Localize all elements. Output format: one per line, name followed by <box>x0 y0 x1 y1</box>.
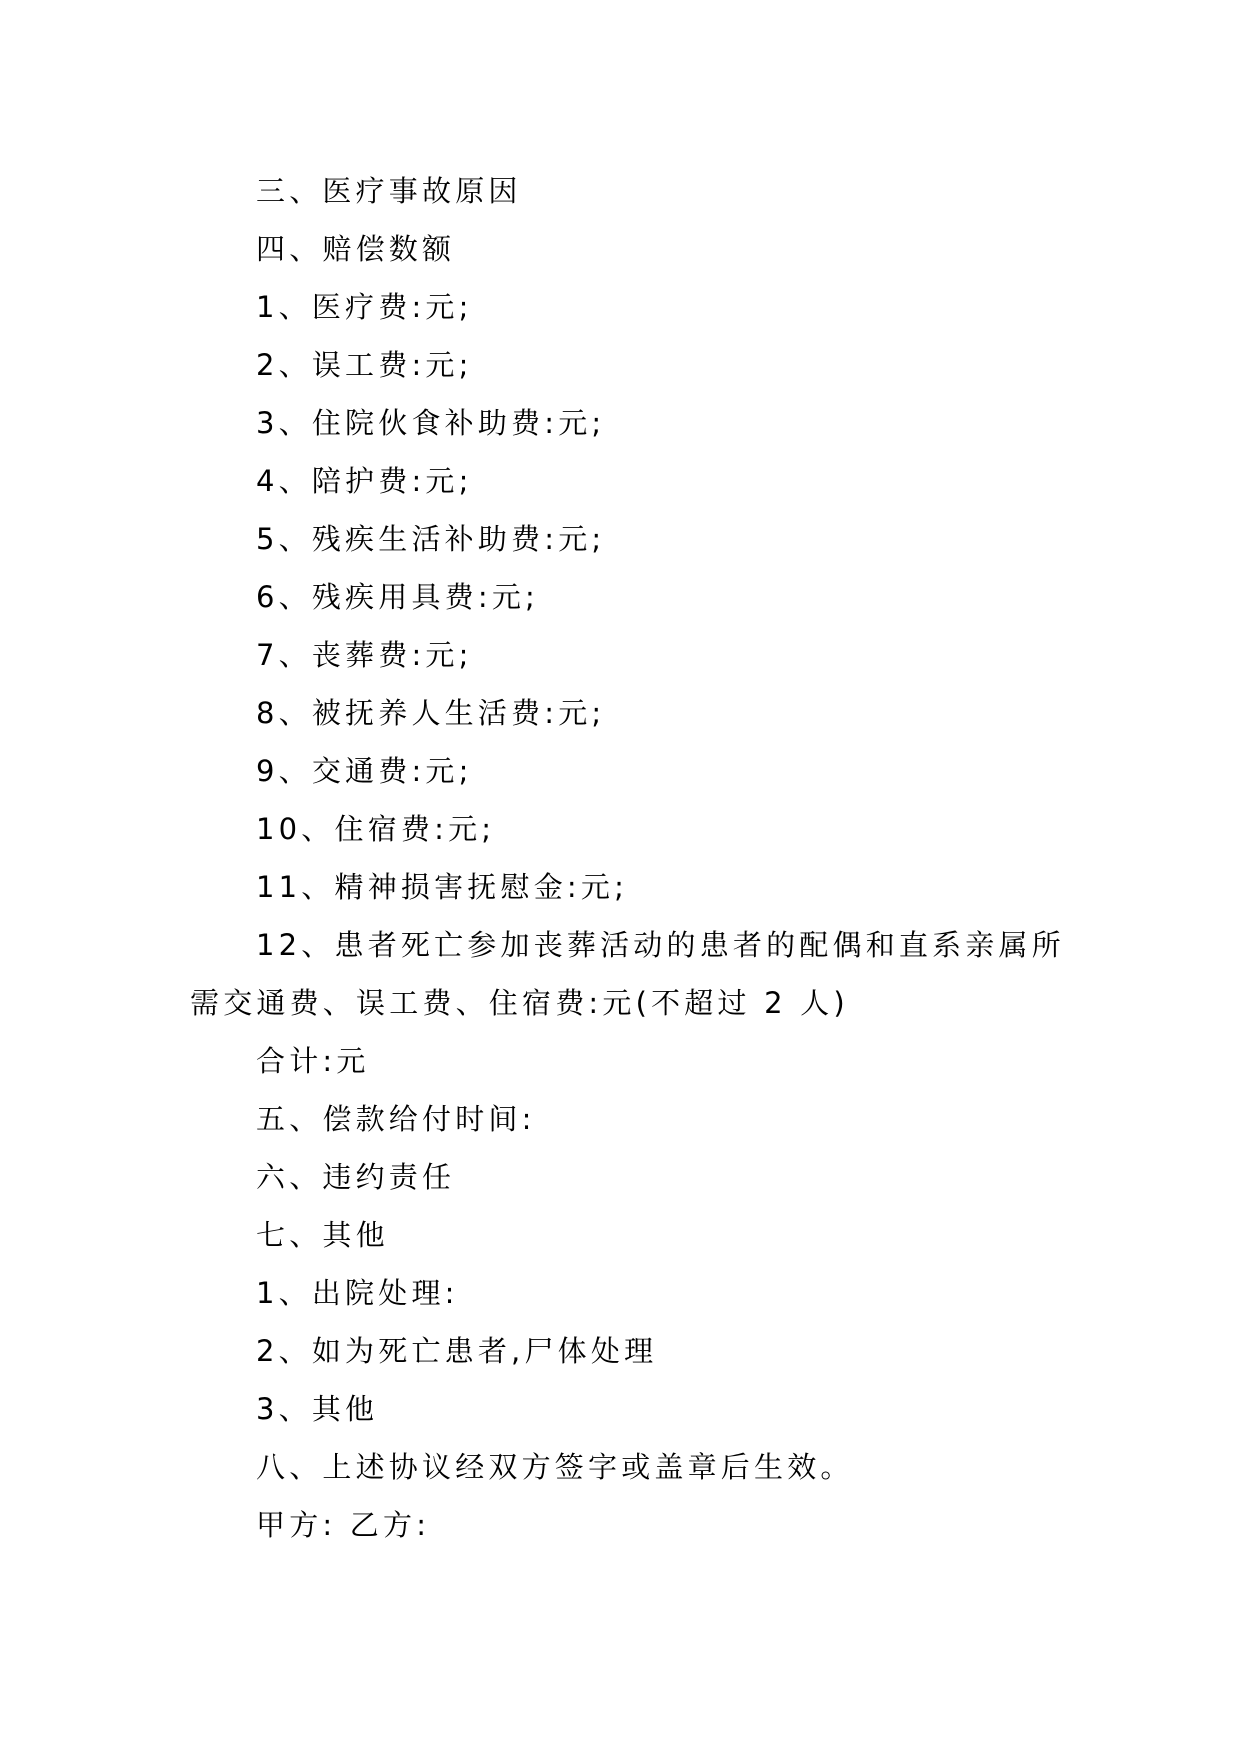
list-item: 7、丧葬费:元; <box>256 638 473 672</box>
section-heading-effect: 八、上述协议经双方签字或盖章后生效。 <box>256 1450 854 1484</box>
section-heading-compensation: 四、赔偿数额 <box>256 232 456 266</box>
list-item: 9、交通费:元; <box>256 754 473 788</box>
list-item-funeral-expenses: 12、患者死亡参加丧葬活动的患者的配偶和直系亲属所需交通费、误工费、住宿费:元(不超过 2 人) <box>190 928 1065 1020</box>
list-item: 6、残疾用具费:元; <box>256 580 539 614</box>
total-line: 合计:元 <box>256 1044 370 1078</box>
list-item: 11、精神损害抚慰金:元; <box>256 870 629 904</box>
list-item: 2、误工费:元; <box>256 348 473 382</box>
section-heading-liability: 六、违约责任 <box>256 1160 456 1194</box>
list-item: 5、残疾生活补助费:元; <box>256 522 606 556</box>
list-item: 1、医疗费:元; <box>256 290 473 324</box>
section-heading-payment-time: 五、偿款给付时间: <box>256 1102 536 1136</box>
list-item: 2、如为死亡患者,尸体处理 <box>256 1334 658 1368</box>
list-item: 1、出院处理: <box>256 1276 459 1310</box>
list-item: 3、其他 <box>256 1392 379 1426</box>
document-body <box>190 162 1065 1554</box>
list-item: 10、住宿费:元; <box>256 812 496 846</box>
section-heading-other: 七、其他 <box>256 1218 389 1252</box>
section-heading-cause: 三、医疗事故原因 <box>256 174 522 208</box>
list-item: 3、住院伙食补助费:元; <box>256 406 606 440</box>
list-item: 8、被抚养人生活费:元; <box>256 696 606 730</box>
list-item: 4、陪护费:元; <box>256 464 473 498</box>
signature-line: 甲方: 乙方: <box>256 1508 431 1542</box>
